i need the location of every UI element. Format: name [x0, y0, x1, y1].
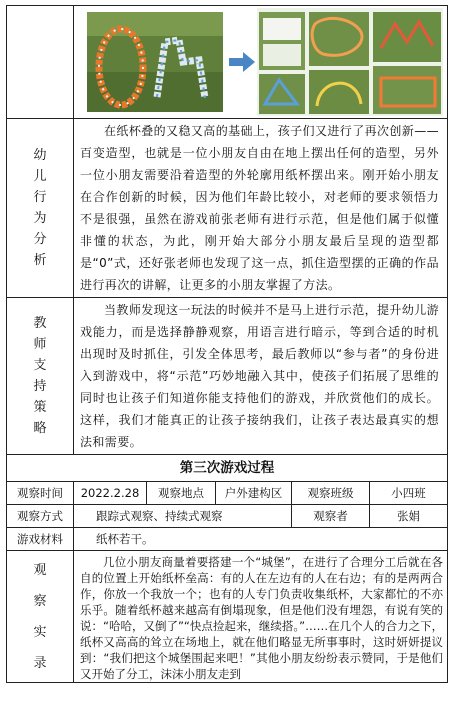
- material-row: [7, 528, 448, 551]
- observation-table: [6, 5, 448, 683]
- analysis-content: [74, 119, 448, 298]
- support-label-char: 教: [33, 316, 47, 331]
- record-label-char: 实: [33, 625, 47, 640]
- section-title: 第三次游戏过程: [7, 455, 448, 482]
- obs-time-label: 观察时间: [7, 482, 74, 505]
- analysis-label: [7, 119, 74, 298]
- obs-class-label: 观察班级: [292, 482, 370, 505]
- support-label-char: 持: [33, 379, 47, 394]
- support-label-char: 支: [33, 358, 47, 373]
- photo-row-label-cell: [7, 6, 74, 119]
- support-label-char: 策: [33, 400, 47, 415]
- analysis-label-char: 儿: [33, 169, 47, 184]
- right-arrow-icon: [229, 52, 255, 72]
- support-text: 当教师发现这一玩法的时候并不是马上进行示范，提升幼儿游戏能力，而是选择静静观察，用语言进行暗示，等到合适的时机出现时及时抓住，引发全体思考，最后教师以“参与者”的身份进入到游戏中，将“示范”巧妙地融入其中，使孩子们拓展了思维的同时也让孩子们知道你能支持他们的游戏，并欣赏他们的成长。这样，我们才能真正的让孩子接纳我们，让孩子表达最真实的想法和需要。: [80, 303, 440, 449]
- record-label-char: 观: [33, 563, 47, 578]
- analysis-row: [7, 119, 448, 298]
- obs-method-value: 跟踪式观察、持续式观察: [74, 505, 292, 528]
- support-label: [7, 298, 74, 455]
- record-content: [74, 551, 448, 683]
- obs-info-row: [7, 482, 448, 505]
- record-label-char: 录: [33, 656, 47, 671]
- analysis-label-char: 行: [33, 190, 47, 205]
- cup-circle-photo: [87, 12, 223, 112]
- obs-place-label: 观察地点: [147, 482, 216, 505]
- material-value: 纸杯若干。: [74, 528, 448, 551]
- observer-value: 张娟: [370, 505, 448, 528]
- analysis-label-char: 幼: [33, 148, 47, 163]
- obs-class-value: 小四班: [370, 482, 448, 505]
- support-row: [7, 298, 448, 455]
- record-label: [7, 551, 74, 683]
- shape-collage-photo: [257, 8, 443, 116]
- photo-cell: [74, 6, 448, 119]
- observer-label: 观察者: [292, 505, 370, 528]
- record-label-char: 察: [33, 594, 47, 609]
- photo-row: [7, 6, 448, 119]
- analysis-text: 在纸杯叠的又稳又高的基础上，孩子们又进行了再次创新——百变造型，也就是一位小朋友自由在地上摆出任何的造型，另外一位小朋友需要沿着造型的外轮廓用纸杯摆出来。刚开始小朋友在合作创新的时候，因为他们年龄比较小，对老师的要求领悟力不是很强，虽然在游戏前张老师有进行示范，但是他们属于似懂非懂的状态，为此，刚开始大部分小朋友最后呈现的造型都是“0”式，还好张老师也发现了这一点，抓住造型摆的正确的作品进行再次的讲解，让更多的小朋友掌握了方法。: [80, 124, 440, 292]
- obs-method-label: 观察方式: [7, 505, 74, 528]
- analysis-label-char: 分: [33, 232, 47, 247]
- section-title-row: [7, 455, 448, 482]
- analysis-label-char: 为: [33, 211, 47, 226]
- analysis-label-char: 析: [33, 253, 47, 268]
- obs-time-value: 2022.2.28: [74, 482, 147, 505]
- support-label-char: 略: [33, 421, 47, 436]
- support-content: [74, 298, 448, 455]
- record-row: [7, 551, 448, 683]
- obs-place-value: 户外建构区: [216, 482, 292, 505]
- material-label: 游戏材料: [7, 528, 74, 551]
- obs-method-row: [7, 505, 448, 528]
- support-label-char: 师: [33, 337, 47, 352]
- record-text: 几位小朋友商量着要搭建一个“城堡”，在进行了合理分工后就在各自的位置上开始纸杯垒高：有的人在左边有的人在右边；有的是两两合作，你放一个我放一个；也有的人专门负责收集纸杯，大家都忙的不亦乐乎。随着纸杯越来越高有倒塌现象，但是他们没有埋怨，有说有笑的说：“哈哈，又倒了”“快点捡起来，继续搭。”……在几个人的合力之下，纸杯又高高的耸立在场地上，就在他们略显无所事事时，这时妍妍提议到：“我们把这个城堡围起来吧！”其他小朋友纷纷表示赞同，于是他们又开始了分工，沫沫小朋友走到: [80, 555, 444, 681]
